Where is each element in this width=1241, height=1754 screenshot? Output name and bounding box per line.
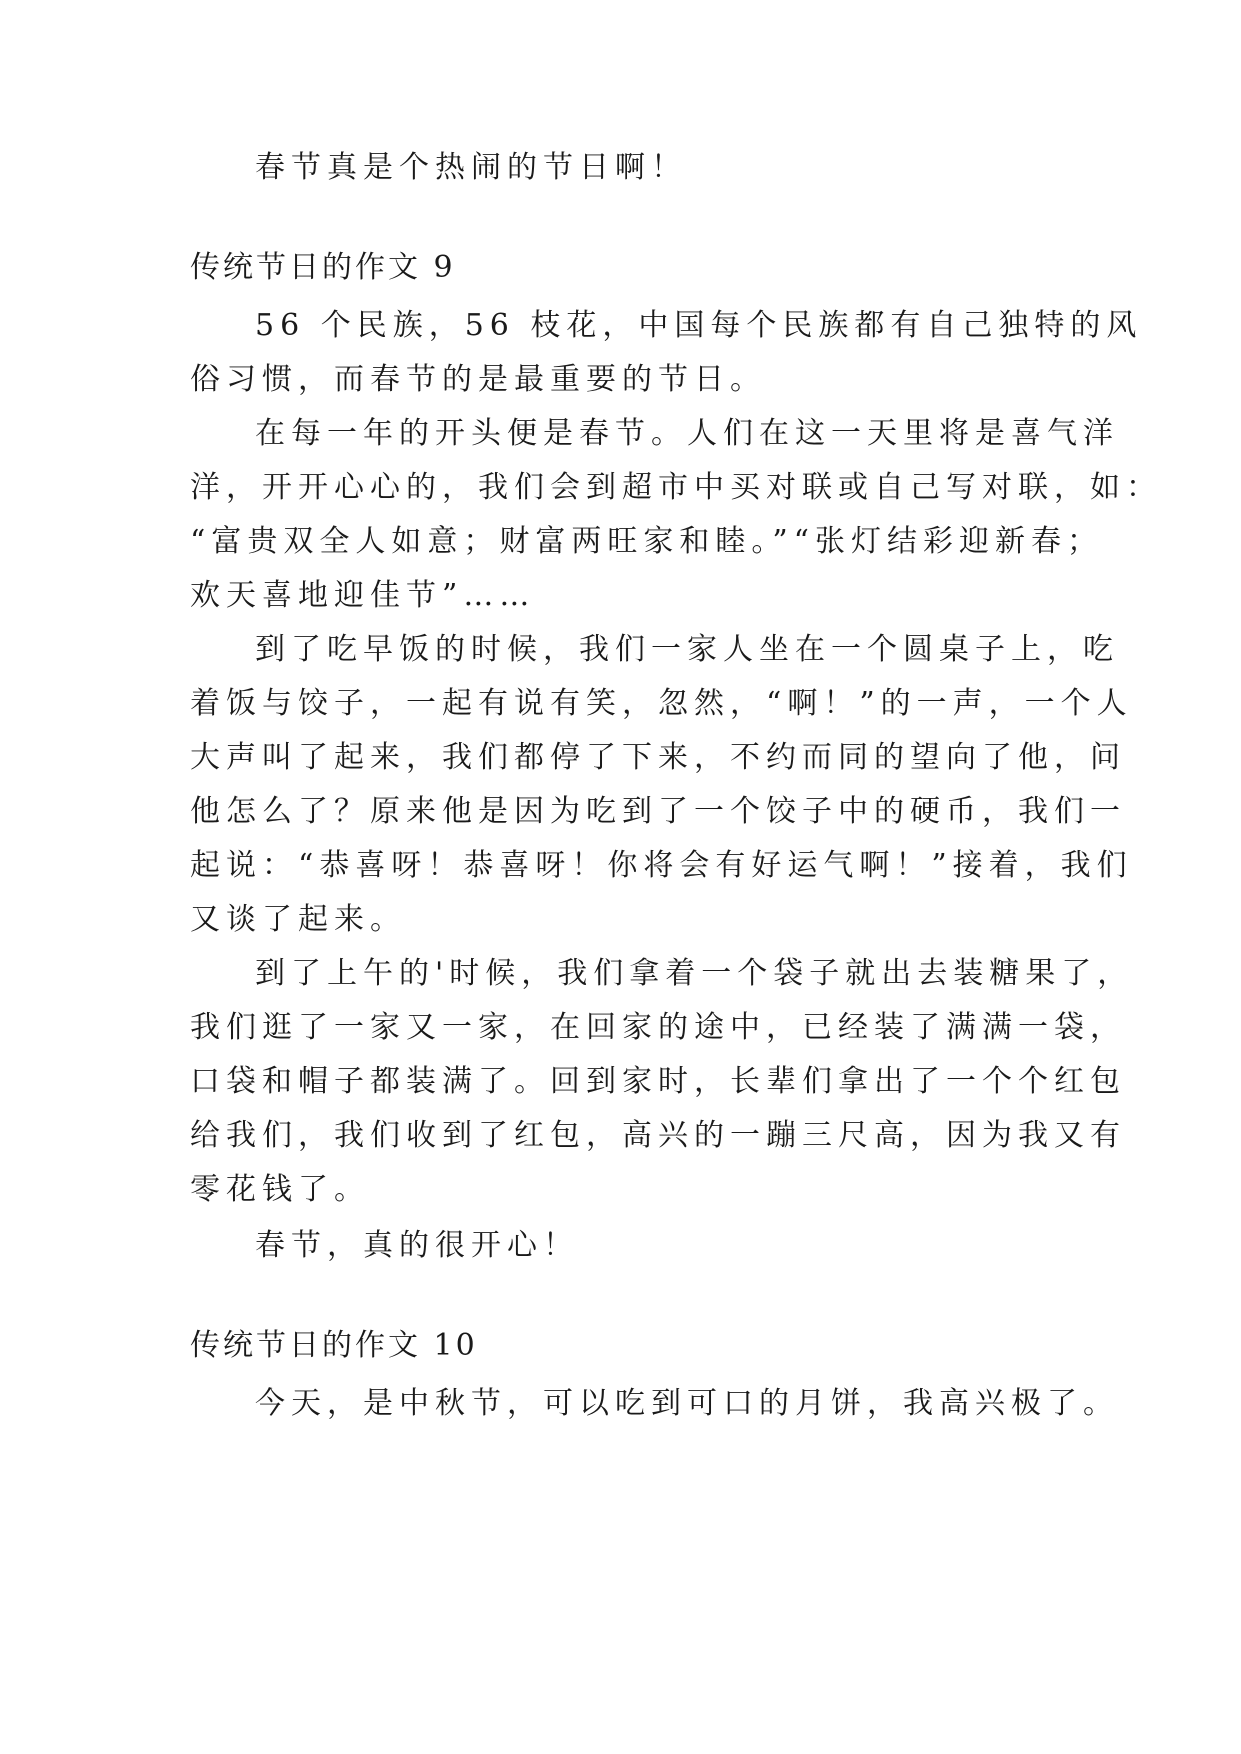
paragraph-line: 零花钱了。 bbox=[190, 1172, 370, 1207]
paragraph-line: 到了吃早饭的时候，我们一家人坐在一个圆桌子上，吃 bbox=[255, 632, 1119, 667]
paragraph-line: 欢天喜地迎佳节”…… bbox=[190, 578, 536, 613]
section-heading: 传统节日的作文 10 bbox=[190, 1328, 478, 1363]
paragraph-line: 又谈了起来。 bbox=[190, 902, 406, 937]
paragraph-line: 俗习惯，而春节的是最重要的节日。 bbox=[190, 362, 766, 397]
paragraph-line: 着饭与饺子，一起有说有笑，忽然，“啊！”的一声，一个人 bbox=[190, 686, 1133, 721]
paragraph-line: 洋，开开心心的，我们会到超市中买对联或自己写对联，如： bbox=[190, 470, 1162, 505]
paragraph-line: 我们逛了一家又一家，在回家的途中，已经装了满满一袋， bbox=[190, 1010, 1126, 1045]
paragraph-line: 起说：“恭喜呀！恭喜呀！你将会有好运气啊！”接着，我们 bbox=[190, 848, 1133, 883]
paragraph-line: 56 个民族，56 枝花，中国每个民族都有自己独特的风 bbox=[255, 308, 1143, 343]
paragraph-line: 他怎么了？原来他是因为吃到了一个饺子中的硬币，我们一 bbox=[190, 794, 1126, 829]
paragraph-line: 大声叫了起来，我们都停了下来，不约而同的望向了他，问 bbox=[190, 740, 1126, 775]
paragraph-line: 春节，真的很开心！ bbox=[255, 1228, 579, 1263]
paragraph-line: 口袋和帽子都装满了。回到家时，长辈们拿出了一个个红包 bbox=[190, 1064, 1126, 1099]
paragraph-line: 给我们，我们收到了红包，高兴的一蹦三尺高，因为我又有 bbox=[190, 1118, 1126, 1153]
paragraph-line: 到了上午的'时候，我们拿着一个袋子就出去装糖果了， bbox=[255, 956, 1134, 991]
paragraph-line: 在每一年的开头便是春节。人们在这一天里将是喜气洋 bbox=[255, 416, 1119, 451]
paragraph-line: 今天，是中秋节，可以吃到可口的月饼，我高兴极了。 bbox=[255, 1386, 1119, 1421]
paragraph-line: “富贵双全人如意；财富两旺家和睦。”“张灯结彩迎新春； bbox=[190, 524, 1104, 559]
section-heading: 传统节日的作文 9 bbox=[190, 250, 456, 285]
paragraph-line: 春节真是个热闹的节日啊！ bbox=[255, 150, 687, 185]
